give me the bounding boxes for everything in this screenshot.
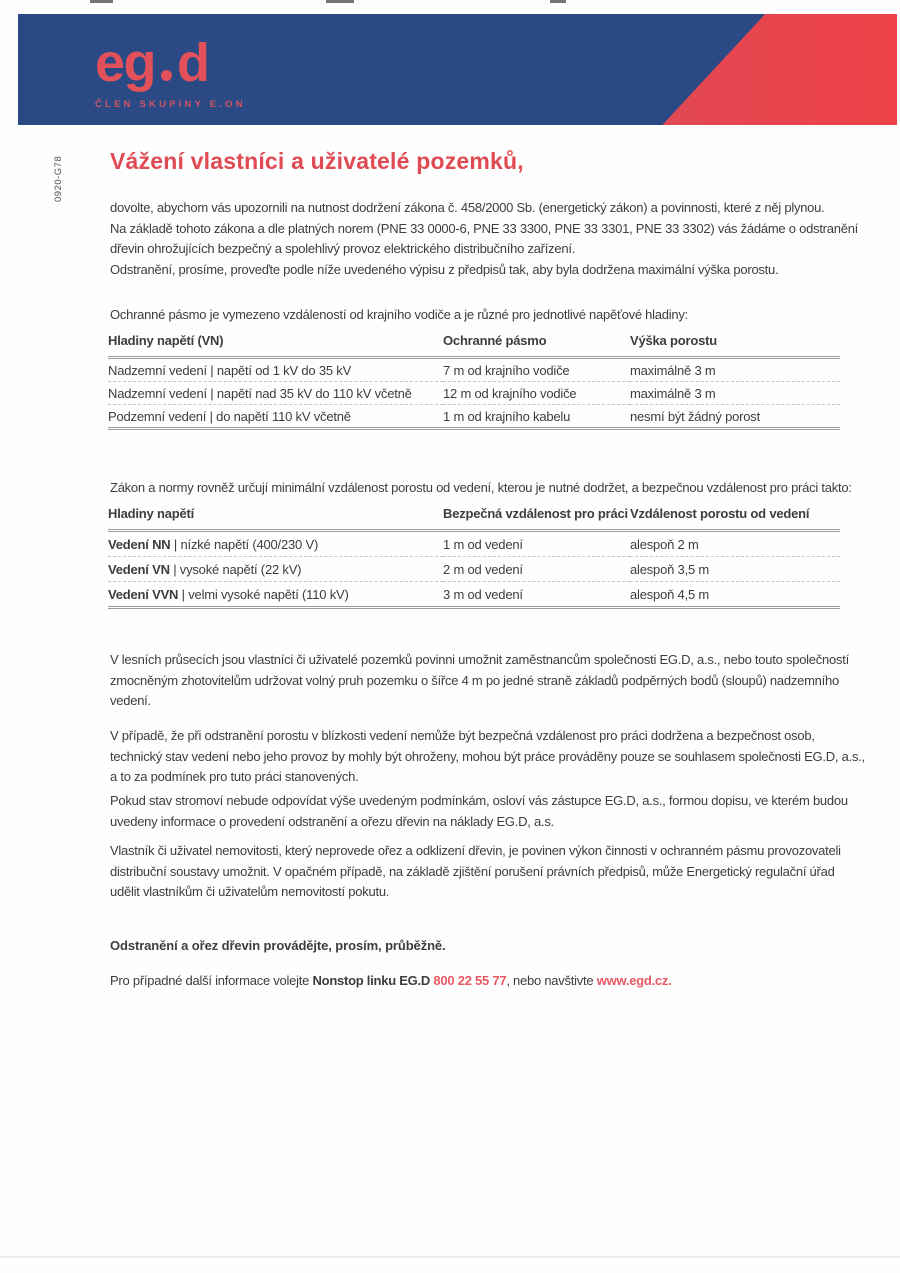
protection-zone-table xyxy=(108,333,840,430)
table-cell: Nadzemní vedení | napětí od 1 kV do 35 kV xyxy=(108,359,443,382)
table-cell: 3 m od vedení xyxy=(443,582,630,609)
law-distance-intro: Zákon a normy rovněž určují minimální vzdálenost porostu od vedení, kterou je nutné dodržet, a bezpečnou vzdálenost pro práci takto: xyxy=(110,480,852,495)
page-bottom-scan-line xyxy=(0,1256,900,1258)
table-cell: Vedení VN | vysoké napětí (22 kV) xyxy=(108,557,443,582)
table-cell: Podzemní vedení | do napětí 110 kV včetně xyxy=(108,405,443,430)
column-header: Ochranné pásmo xyxy=(443,333,630,359)
contact-suffix: . xyxy=(668,973,672,988)
table-cell: 2 m od vedení xyxy=(443,557,630,582)
scan-artifact xyxy=(90,0,113,3)
contact-middle: , nebo navštivte xyxy=(506,973,597,988)
column-header: Bezpečná vzdálenost pro práci xyxy=(443,506,630,532)
egd-logo xyxy=(95,33,246,110)
nonstop-line-label: Nonstop linku EG.D xyxy=(312,973,434,988)
column-header: Hladiny napětí (VN) xyxy=(108,333,443,359)
table-cell: alespoň 4,5 m xyxy=(630,582,840,609)
text-line: dovolte, abychom vás upozornili na nutnost dodržení zákona č. 458/2000 Sb. (energetický zákon) a povinnosti, které z něj plynou. xyxy=(110,200,825,215)
contact-prefix: Pro případné další informace volejte xyxy=(110,973,313,988)
logo-text-left: eg xyxy=(95,33,156,93)
table-cell: alespoň 3,5 m xyxy=(630,557,840,582)
table-cell: Nadzemní vedení | napětí nad 35 kV do 110 kV včetně xyxy=(108,382,443,405)
paragraph-safety-conditions: V případě, že při odstranění porostu v blízkosti vedení nemůže být bezpečná vzdálenost pro práci dodržena a bezpečnost osob, technický stav vedení nebo jeho provoz by mohly být ohroženy, mohou být práce prováděny pouze se souhlasem společnosti EG.D, a.s., a to za podmínek pro tuto práci stanovených. xyxy=(110,728,865,784)
paragraph-notification: Pokud stav stromoví nebude odpovídat výše uvedeným podmínkám, osloví vás zástupce EG.D, a.s., formou dopisu, ve kterém budou uvedeny informace o provedení odstranění a ořezu dřevin na náklady EG.D, a.s. xyxy=(110,793,848,829)
scan-artifact xyxy=(550,0,566,3)
paragraph-owner-obligations: Vlastník či uživatel nemovitosti, který neprovede ořez a odklizení dřevin, je povinen výkon činnosti v ochranném pásmu provozovateli distribuční soustavy umožnit. V opačném případě, na základě zjištění porušení právních předpisů, může Energetický regulační úřad udělit vlastníkům či uživatelům nemovitostí pokutu. xyxy=(110,843,841,899)
column-header: Vzdálenost porostu od vedení xyxy=(630,506,840,532)
table-cell: 7 m od krajního vodiče xyxy=(443,359,630,382)
table-cell: Vedení NN | nízké napětí (400/230 V) xyxy=(108,532,443,557)
logo-dot-icon xyxy=(161,70,172,81)
table-cell: 1 m od vedení xyxy=(443,532,630,557)
phone-number: 800 22 55 77 xyxy=(433,973,507,988)
logo-wordmark xyxy=(95,33,246,93)
bold-instruction: Odstranění a ořez dřevin provádějte, prosím, průběžně. xyxy=(110,938,446,953)
table-cell: 12 m od krajního vodiče xyxy=(443,382,630,405)
text-line: dřevin ohrožujících bezpečný a spolehlivý provoz elektrického distribučního zařízení. xyxy=(110,241,576,256)
table-cell: maximálně 3 m xyxy=(630,359,840,382)
scan-artifact xyxy=(326,0,354,3)
intro-paragraph xyxy=(110,198,859,280)
table-cell: 1 m od krajního kabelu xyxy=(443,405,630,430)
table-cell: alespoň 2 m xyxy=(630,532,840,557)
column-header: Hladiny napětí xyxy=(108,506,443,532)
protection-zone-intro: Ochranné pásmo je vymezeno vzdáleností od krajního vodiče a je různé pro jednotlivé napěťové hladiny: xyxy=(110,307,688,322)
logo-tagline: ČLEN SKUPINY E.ON xyxy=(95,99,246,110)
website-url: www.egd.cz xyxy=(596,973,669,988)
text-line: Na základě tohoto zákona a dle platných norem (PNE 33 0000-6, PNE 33 3300, PNE 33 3301, PNE 33 3302) vás žádáme o odstranění xyxy=(110,220,859,236)
text-line: Odstranění, prosíme, proveďte podle níže uvedeného výpisu z předpisů tak, aby byla dodržena maximální výška porostu. xyxy=(110,261,779,277)
side-form-code: 0920-G78 xyxy=(53,155,64,202)
logo-text-right: d xyxy=(177,33,209,93)
page-title: Vážení vlastníci a uživatelé pozemků, xyxy=(110,148,524,174)
paragraph-forest-lanes: V lesních průsecích jsou vlastníci či uživatelé pozemků povinni umožnit zaměstnancům společnosti EG.D, a.s., nebo touto společností zmocněným zhotovitelům udržovat volný pruh pozemku o šířce 4 m po jedné straně základů podpěrných bodů (sloupů) nadzemního vedení. xyxy=(110,652,849,708)
header-band xyxy=(18,14,897,125)
column-header: Výška porostu xyxy=(630,333,840,359)
table-cell: nesmí být žádný porost xyxy=(630,405,840,430)
table-cell: maximálně 3 m xyxy=(630,382,840,405)
table-cell: Vedení VVN | velmi vysoké napětí (110 kV) xyxy=(108,582,443,609)
contact-line xyxy=(110,971,842,992)
safe-distance-table xyxy=(108,506,840,609)
